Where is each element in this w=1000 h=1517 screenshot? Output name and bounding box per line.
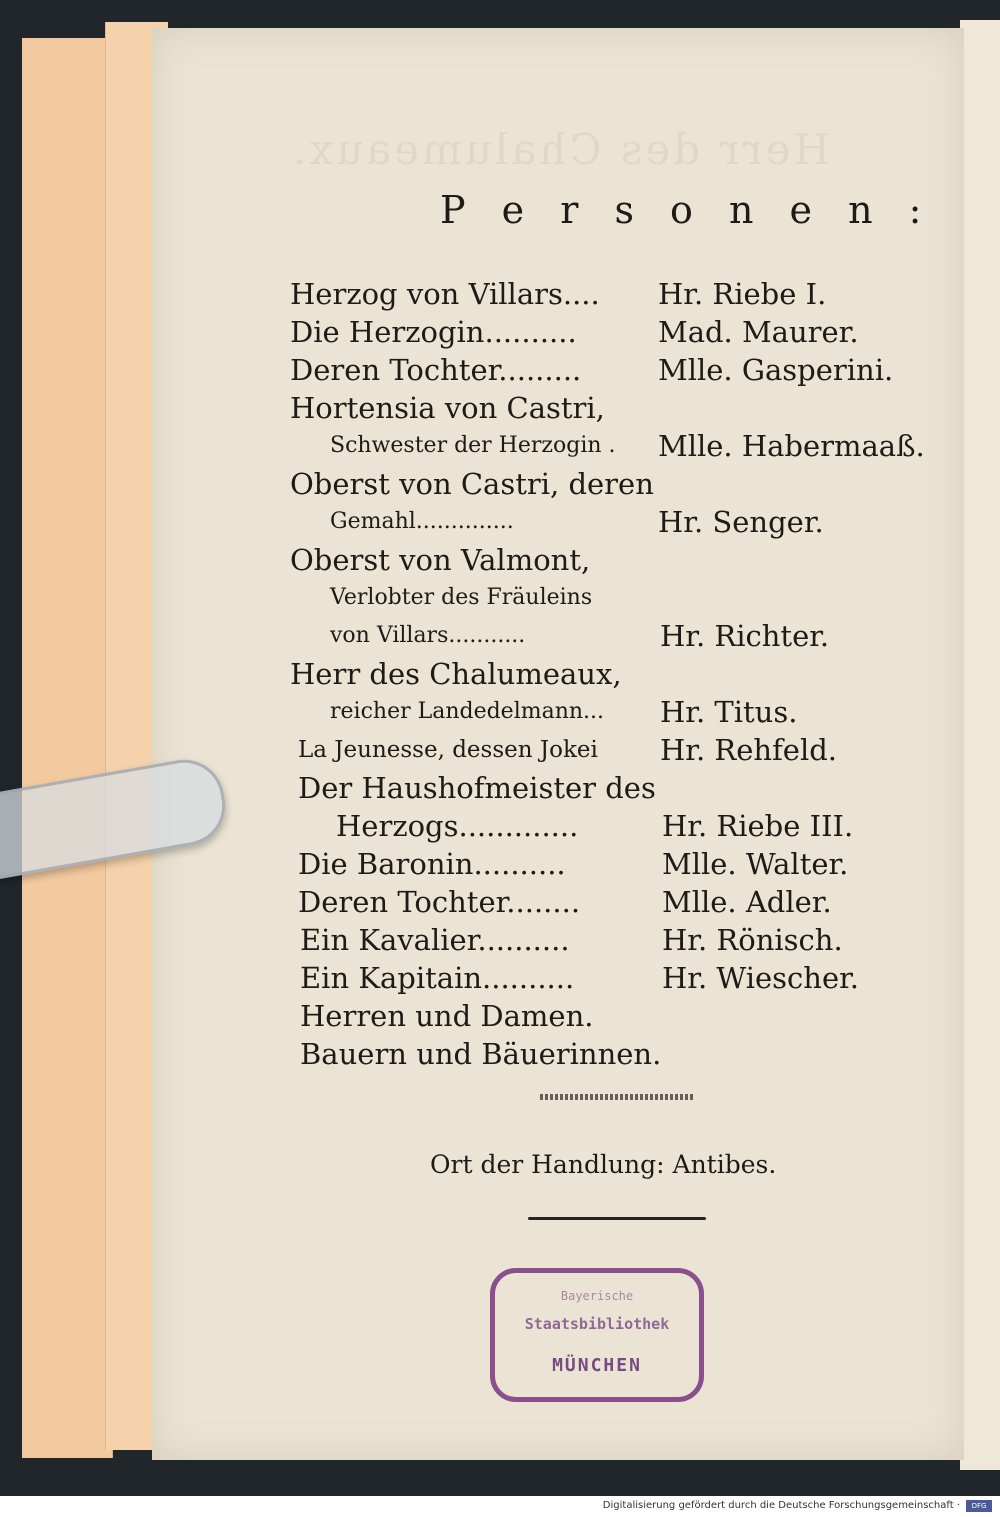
horizontal-rule xyxy=(528,1217,706,1220)
role-name: Herzogs............. xyxy=(336,809,579,843)
actor-name: Hr. Riebe III. xyxy=(662,809,854,843)
role-name: Die Herzogin.......... xyxy=(290,315,577,349)
actor-name: Hr. Wiescher. xyxy=(662,961,859,995)
actor-name: Hr. Rönisch. xyxy=(662,923,843,957)
role-name: Bauern und Bäuerinnen. xyxy=(300,1037,662,1071)
bleed-through-text: Herr des Chalumeaux. xyxy=(290,125,831,174)
role-name: von Villars........... xyxy=(330,623,526,648)
funding-credit: Digitalisierung gefördert durch die Deutsche Forschungsgemeinschaft · xyxy=(602,1500,960,1511)
actor-name: Mad. Maurer. xyxy=(658,315,859,349)
adjacent-page-edge xyxy=(960,20,1000,1470)
role-name: Herren und Damen. xyxy=(300,999,594,1033)
role-name: Schwester der Herzogin . xyxy=(330,433,616,458)
actor-name: Hr. Senger. xyxy=(658,505,824,539)
role-name: Die Baronin.......... xyxy=(298,847,566,881)
library-stamp xyxy=(490,1268,704,1402)
role-name: Oberst von Valmont, xyxy=(290,543,591,577)
role-name: reicher Landedelmann... xyxy=(330,699,605,724)
actor-name: Hr. Rehfeld. xyxy=(660,733,838,767)
stamp-line-1: Bayerische xyxy=(560,1289,634,1303)
role-name: Verlobter des Fräuleins xyxy=(330,585,593,610)
role-name: La Jeunesse, dessen Jokei xyxy=(298,737,598,763)
actor-name: Mlle. Adler. xyxy=(662,885,832,919)
role-name: Ein Kavalier.......... xyxy=(300,923,570,957)
actor-name: Hr. Titus. xyxy=(660,695,798,729)
stamp-line-3: MÜNCHEN xyxy=(552,1355,642,1376)
role-name: Herr des Chalumeaux, xyxy=(290,657,622,691)
ornamental-divider xyxy=(540,1094,695,1100)
role-name: Deren Tochter........ xyxy=(298,885,581,919)
setting-line: Ort der Handlung: Antibes. xyxy=(430,1150,777,1179)
actor-name: Mlle. Walter. xyxy=(662,847,849,881)
actor-name: Mlle. Habermaaß. xyxy=(658,429,925,463)
actor-name: Mlle. Gasperini. xyxy=(658,353,894,387)
page-title: P e r s o n e n : xyxy=(440,188,934,232)
role-name: Gemahl.............. xyxy=(330,509,514,534)
role-name: Herzog von Villars.... xyxy=(290,277,600,311)
dfg-logo-icon: DFG xyxy=(966,1500,992,1512)
role-name: Oberst von Castri, deren xyxy=(290,467,654,501)
back-page-edge xyxy=(22,38,113,1458)
role-name: Deren Tochter......... xyxy=(290,353,582,387)
actor-name: Hr. Riebe I. xyxy=(658,277,827,311)
stamp-line-2: Staatsbibliothek xyxy=(524,1315,670,1333)
actor-name: Hr. Richter. xyxy=(660,619,830,653)
role-name: Ein Kapitain.......... xyxy=(300,961,575,995)
role-name: Der Haushofmeister des xyxy=(298,771,656,805)
role-name: Hortensia von Castri, xyxy=(290,391,605,425)
